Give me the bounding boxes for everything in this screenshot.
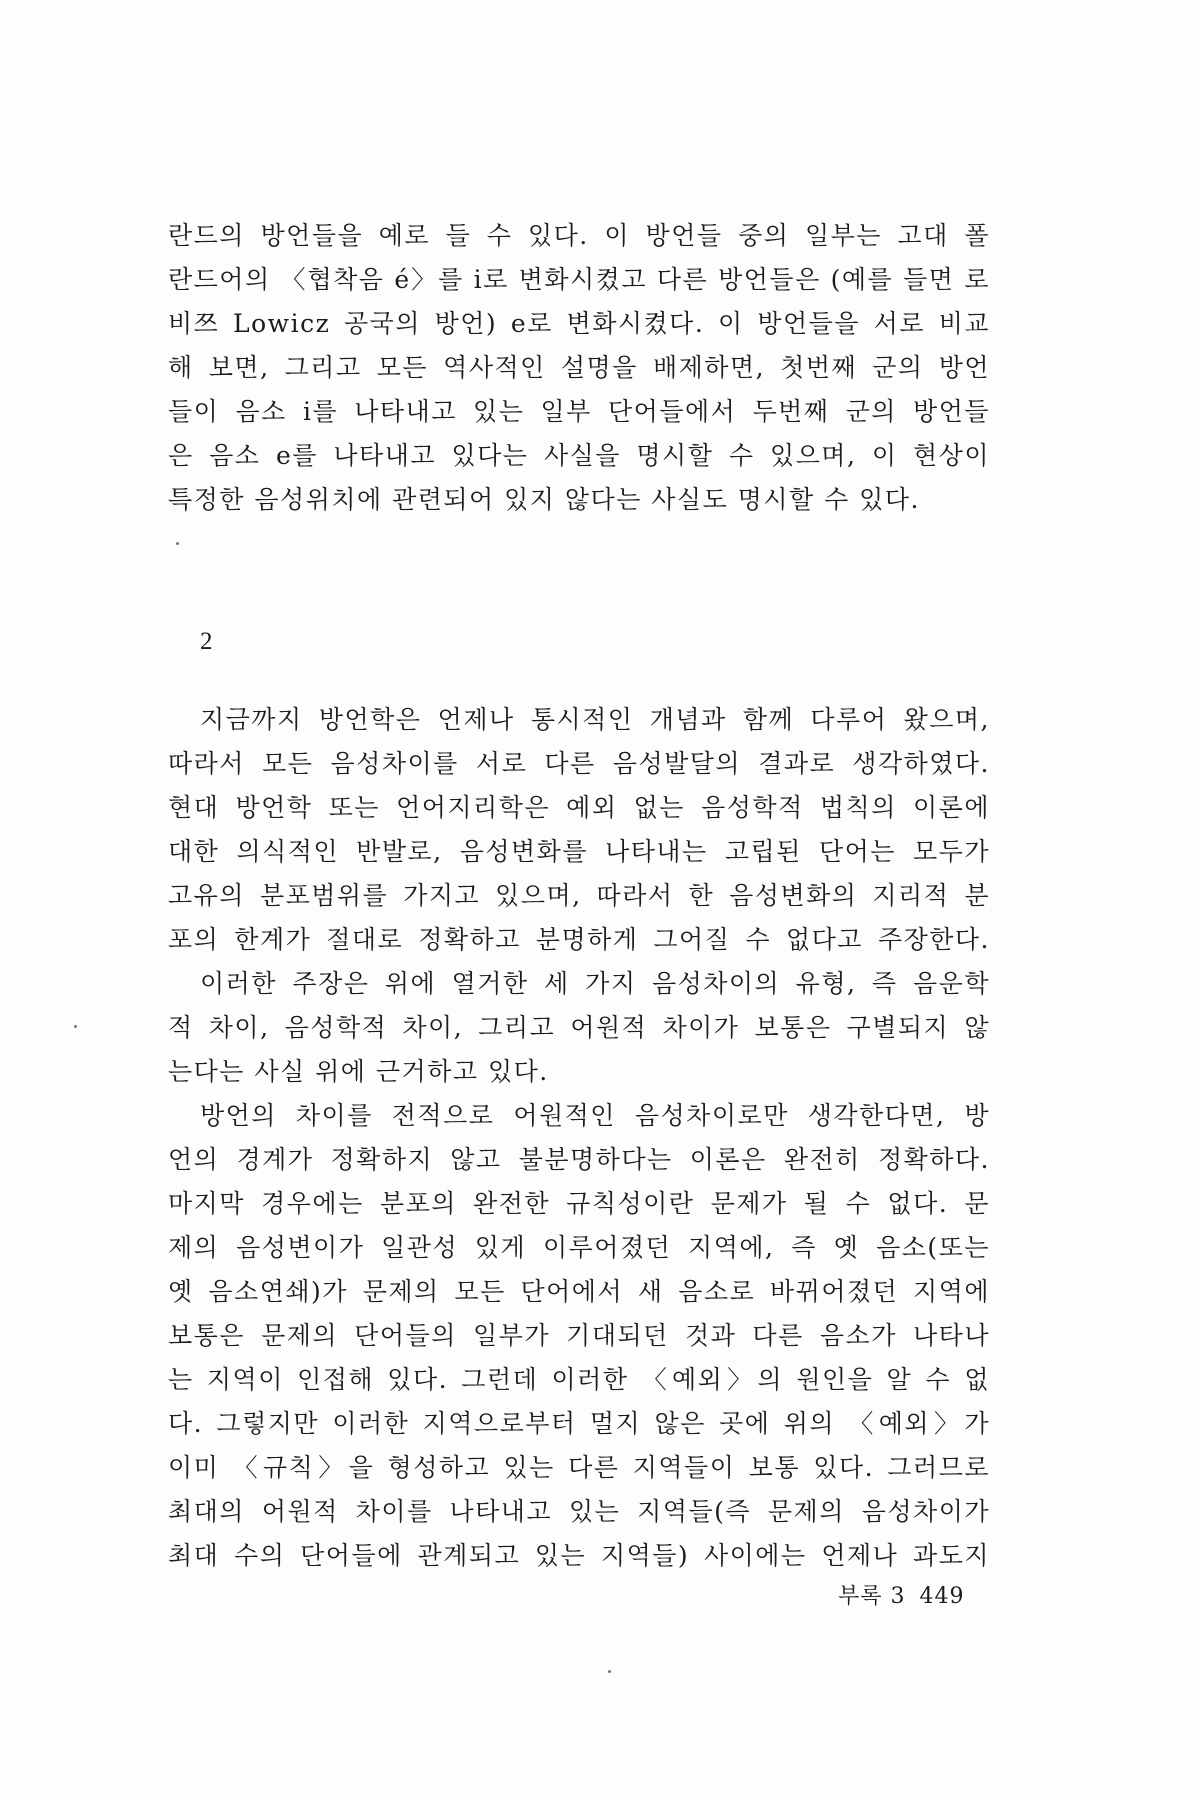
page-footer <box>838 1582 979 1612</box>
scan-speck <box>74 1025 77 1028</box>
text-line: 이러한 주장은 위에 열거한 세 가지 음성차이의 유형, 즉 음운학 <box>200 969 990 998</box>
text-line: 방언의 차이를 전적으로 어원적인 음성차이로만 생각한다면, 방 <box>200 1101 990 1130</box>
text-line: 옛 음소연쇄)가 문제의 모든 단어에서 새 음소로 바뀌어졌던 지역에 <box>168 1277 990 1306</box>
text-line: 은 음소 e를 나타내고 있다는 사실을 명시할 수 있으며, 이 현상이 <box>168 441 990 470</box>
text-line: 최대의 어원적 차이를 나타내고 있는 지역들(즉 문제의 음성차이가 <box>168 1497 990 1526</box>
text-line: 제의 음성변이가 일관성 있게 이루어졌던 지역에, 즉 옛 음소(또는 <box>168 1233 990 1262</box>
page-number: 449 <box>919 1584 965 1609</box>
scan-speck <box>608 1670 611 1673</box>
text-line: 다. 그렇지만 이러한 지역으로부터 멀지 않은 곳에 위의 〈예외〉가 <box>168 1409 990 1438</box>
text-line: 란드어의 〈협착음 é〉를 i로 변화시켰고 다른 방언들은 (예를 들면 로 <box>168 265 990 294</box>
text-line: 는 지역이 인접해 있다. 그런데 이러한 〈예외〉의 원인을 알 수 없 <box>168 1365 990 1394</box>
text-line: 지금까지 방언학은 언제나 통시적인 개념과 함께 다루어 왔으며, <box>200 705 990 734</box>
text-line: 따라서 모든 음성차이를 서로 다른 음성발달의 결과로 생각하였다. <box>168 749 990 778</box>
text-line: 고유의 분포범위를 가지고 있으며, 따라서 한 음성변화의 지리적 분 <box>168 881 990 910</box>
text-line: 특정한 음성위치에 관련되어 있지 않다는 사실도 명시할 수 있다. <box>168 485 920 514</box>
text-line: 최대 수의 단어들에 관계되고 있는 지역들) 사이에는 언제나 과도지 <box>168 1541 990 1570</box>
footer-section-label: 부록 3 <box>838 1584 906 1609</box>
text-line: 비쯔 Lowicz 공국의 방언) e로 변화시켰다. 이 방언들을 서로 비교 <box>168 309 990 338</box>
text-line: 현대 방언학 또는 언어지리학은 예외 없는 음성학적 법칙의 이론에 <box>168 793 990 822</box>
section-number: 2 <box>200 628 213 655</box>
text-line: 보통은 문제의 단어들의 일부가 기대되던 것과 다른 음소가 나타나 <box>168 1321 990 1350</box>
text-line: 란드의 방언들을 예로 들 수 있다. 이 방언들 중의 일부는 고대 폴 <box>168 221 990 250</box>
main-body <box>168 698 990 1578</box>
scan-speck <box>176 542 179 545</box>
text-line: 해 보면, 그리고 모든 역사적인 설명을 배제하면, 첫번째 군의 방언 <box>168 353 990 382</box>
text-line: 이미 〈규칙〉을 형성하고 있는 다른 지역들이 보통 있다. 그러므로 <box>168 1453 990 1482</box>
text-line: 대한 의식적인 반발로, 음성변화를 나타내는 고립된 단어는 모두가 <box>168 837 990 866</box>
text-line: 는다는 사실 위에 근거하고 있다. <box>168 1057 549 1086</box>
text-line: 포의 한계가 절대로 정확하고 분명하게 그어질 수 없다고 주장한다. <box>168 925 990 954</box>
text-line: 들이 음소 i를 나타내고 있는 일부 단어들에서 두번째 군의 방언들 <box>168 397 990 426</box>
text-line: 언의 경계가 정확하지 않고 불분명하다는 이론은 완전히 정확하다. <box>168 1145 990 1174</box>
text-line: 적 차이, 음성학적 차이, 그리고 어원적 차이가 보통은 구별되지 않 <box>168 1013 990 1042</box>
top-paragraph <box>168 214 990 522</box>
text-line: 마지막 경우에는 분포의 완전한 규칙성이란 문제가 될 수 없다. 문 <box>168 1189 990 1218</box>
